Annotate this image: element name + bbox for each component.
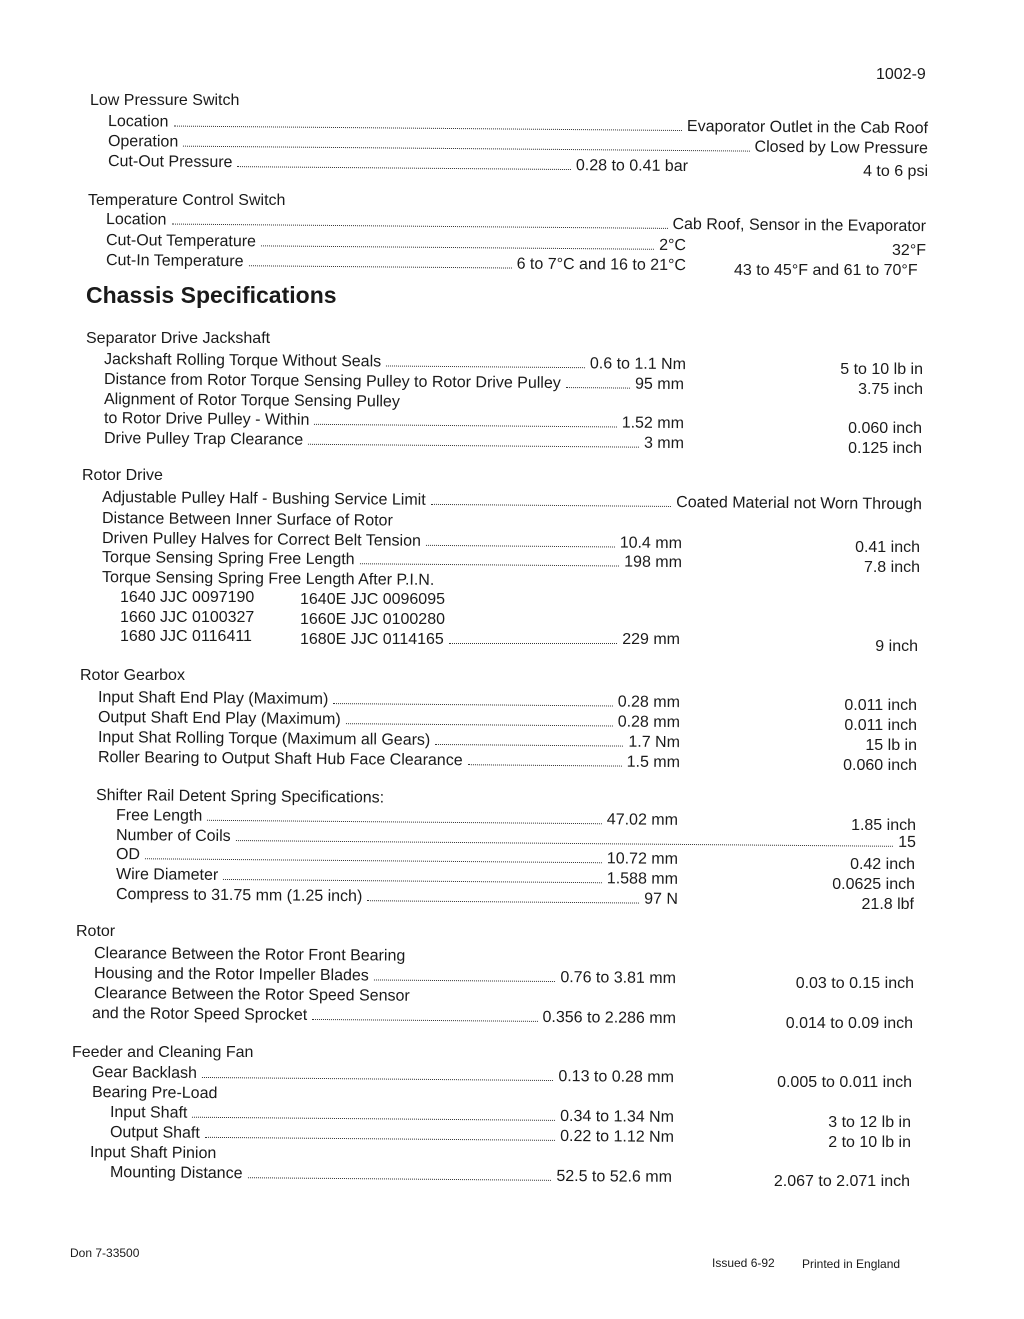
section-title-feeder: Feeder and Cleaning Fan <box>72 1044 254 1061</box>
pin-range: 1660E JJC 0100280 <box>300 611 445 628</box>
spec-label: Clearance Between the Rotor Front Bearing <box>93 945 406 965</box>
imperial-value: 1.85 inch <box>851 817 916 834</box>
spec-value: 1.5 mm <box>626 753 681 772</box>
spec-label: Bearing Pre-Load <box>91 1084 218 1103</box>
imperial-value: 15 lb in <box>865 737 917 754</box>
page-heading: Chassis Specifications <box>86 282 337 308</box>
spec-value: 1.52 mm <box>621 414 685 433</box>
imperial-value: 0.011 inch <box>844 717 917 734</box>
spec-label: Location <box>107 113 169 131</box>
spec-label: Input Shaft End Play (Maximum) <box>97 689 329 709</box>
spec-value: 10.4 mm <box>619 534 683 553</box>
leader-dots <box>247 1164 551 1181</box>
spec-value: 47.02 mm <box>606 811 679 829</box>
spec-row <box>300 630 680 650</box>
section-title-rotor: Rotor <box>76 923 116 940</box>
spec-value: 1.588 mm <box>606 870 679 888</box>
spec-label: Distance Between Inner Surface of Rotor <box>101 510 393 530</box>
leader-dots <box>308 431 639 448</box>
imperial-value: 0.0625 inch <box>832 876 915 893</box>
document-number: Don 7-33500 <box>70 1246 140 1260</box>
spec-label: to Rotor Drive Pulley - Within <box>103 410 310 429</box>
spec-value: 95 mm <box>635 375 685 394</box>
spec-row <box>98 748 680 773</box>
leader-dots <box>173 113 682 131</box>
imperial-value: 0.41 inch <box>855 539 920 556</box>
leader-dots <box>566 374 630 389</box>
spec-value: Closed by Low Pressure <box>754 138 929 158</box>
spec-value: 6 to 7°C and 16 to 21°C <box>516 255 687 275</box>
spec-label: Compress to 31.75 mm (1.25 inch) <box>115 886 363 906</box>
spec-label: Input Shaft <box>109 1104 188 1122</box>
leader-dots <box>333 690 613 706</box>
pin-range: 1640 JJC 0097190 <box>120 589 255 606</box>
spec-label: Jackshaft Rolling Torque Without Seals <box>103 351 382 371</box>
imperial-value: 43 to 45°F and 61 to 70°F <box>734 262 918 279</box>
spec-label: Gear Backlash <box>91 1064 198 1082</box>
spec-value: 0.28 mm <box>617 693 681 712</box>
print-location: Printed in England <box>802 1257 901 1271</box>
imperial-value: 32°F <box>892 242 926 259</box>
spec-label: Adjustable Pulley Half - Bushing Service Limit <box>101 489 426 509</box>
section-title-low-pressure-switch: Low Pressure Switch <box>90 92 240 109</box>
spec-label: Torque Sensing Spring Free Length <box>101 549 355 569</box>
spec-value: 97 N <box>644 890 679 908</box>
leader-dots <box>449 630 617 644</box>
spec-label: Operation <box>107 133 179 151</box>
spec-value: 1.7 Nm <box>628 733 681 752</box>
spec-label: Mounting Distance <box>109 1164 243 1183</box>
leader-dots <box>202 1064 554 1081</box>
spec-value: 3 mm <box>643 434 685 453</box>
spec-value: 2°C <box>659 236 687 255</box>
imperial-value: 21.8 lbf <box>861 896 914 913</box>
imperial-value: 0.060 inch <box>843 757 917 774</box>
spec-value: Cab Roof, Sensor in the Evaporator <box>672 215 927 236</box>
section-title-rotor-gearbox: Rotor Gearbox <box>80 667 185 684</box>
spec-label: Roller Bearing to Output Shaft Hub Face Clearance <box>97 749 463 770</box>
imperial-value: 4 to 6 psi <box>863 163 928 180</box>
leader-dots <box>249 252 512 268</box>
leader-dots <box>360 550 620 566</box>
spec-row <box>110 1163 672 1188</box>
spec-value: Coated Material not Worn Through <box>676 494 923 514</box>
spec-value: 0.28 mm <box>617 713 681 732</box>
imperial-value: 3 to 12 lb in <box>828 1114 911 1131</box>
imperial-value: 5 to 10 lb in <box>840 361 923 378</box>
leader-dots <box>346 710 613 726</box>
spec-label: Alignment of Rotor Torque Sensing Pulley <box>103 391 400 411</box>
spec-label: Cut-Out Pressure <box>107 153 233 172</box>
leader-dots <box>386 352 585 368</box>
imperial-value: 0.005 to 0.011 inch <box>777 1074 912 1091</box>
spec-value: 198 mm <box>624 553 683 572</box>
spec-row <box>92 1004 676 1029</box>
leader-dots <box>468 751 622 766</box>
leader-dots <box>145 845 602 863</box>
leader-dots <box>367 887 639 903</box>
spec-value: Evaporator Outlet in the Cab Roof <box>686 118 929 138</box>
imperial-value: 0.03 to 0.15 inch <box>795 975 914 992</box>
spec-label: Cut-Out Temperature <box>105 232 257 251</box>
spec-label: Input Shat Rolling Torque (Maximum all Gears) <box>97 729 431 749</box>
pin-range: 1680E JJC 0114165 <box>300 631 444 648</box>
spec-row <box>116 885 678 910</box>
imperial-value: 7.8 inch <box>863 559 920 576</box>
imperial-value: 2.067 to 2.071 inch <box>773 1173 910 1190</box>
leader-dots <box>192 1104 555 1121</box>
pin-range: 1640E JJC 0096095 <box>300 591 445 608</box>
pin-range: 1660 JJC 0100327 <box>120 609 255 626</box>
spec-row <box>104 429 684 454</box>
spec-label: Clearance Between the Rotor Speed Sensor <box>93 985 410 1005</box>
imperial-value: 0.060 inch <box>848 420 922 437</box>
leader-dots <box>431 491 672 507</box>
subsection-title: Shifter Rail Detent Spring Specifications: <box>95 787 385 807</box>
imperial-value: 3.75 inch <box>858 381 923 398</box>
spec-label: Wire Diameter <box>115 866 219 884</box>
spec-label: and the Rotor Speed Sprocket <box>91 1005 308 1024</box>
spec-label: Number of Coils <box>115 827 231 846</box>
leader-dots <box>435 731 623 747</box>
leader-dots <box>314 411 616 428</box>
spec-value: 229 mm <box>622 631 680 648</box>
spec-label: Distance from Rotor Torque Sensing Pulley to Rotor Drive Pulley <box>103 371 561 392</box>
spec-row <box>108 152 688 177</box>
page-number: 1002-9 <box>876 66 926 83</box>
spec-value: 0.6 to 1.1 Nm <box>589 355 687 374</box>
spec-label: Input Shaft Pinion <box>89 1144 217 1163</box>
spec-value: 0.13 to 0.28 mm <box>558 1068 675 1087</box>
pin-range: 1680 JJC 0116411 <box>120 628 252 645</box>
imperial-value: 9 inch <box>875 638 918 655</box>
leader-dots <box>237 153 571 170</box>
spec-value: 0.356 to 2.286 mm <box>542 1008 677 1028</box>
spec-label: Output Shaft <box>109 1124 200 1142</box>
leader-dots <box>374 966 556 982</box>
leader-dots <box>223 866 602 883</box>
spec-label: Location <box>105 211 167 229</box>
spec-label: Output Shaft End Play (Maximum) <box>97 709 341 729</box>
spec-value: 0.76 to 3.81 mm <box>560 969 677 988</box>
imperial-value: 0.125 inch <box>848 440 922 457</box>
spec-value: 0.34 to 1.34 Nm <box>560 1107 675 1126</box>
spec-value: 52.5 to 52.6 mm <box>556 1167 673 1186</box>
leader-dots <box>171 211 667 229</box>
spec-label: Housing and the Rotor Impeller Blades <box>93 965 369 985</box>
imperial-value: 2 to 10 lb in <box>828 1134 911 1151</box>
spec-label: Drive Pulley Trap Clearance <box>103 430 304 449</box>
leader-dots <box>207 807 602 824</box>
spec-value: 15 <box>898 833 917 851</box>
spec-value: 0.22 to 1.12 Nm <box>560 1127 675 1146</box>
spec-value: 0.28 to 0.41 bar <box>575 157 689 176</box>
leader-dots <box>261 232 654 249</box>
leader-dots <box>312 1006 537 1022</box>
spec-value: 10.72 mm <box>606 850 679 868</box>
imperial-value: 0.011 inch <box>844 697 917 714</box>
imperial-value: 0.014 to 0.09 inch <box>785 1015 913 1032</box>
spec-label: Driven Pulley Halves for Correct Belt Tension <box>101 530 422 550</box>
spec-label: Torque Sensing Spring Free Length After P.I.N. <box>101 569 435 589</box>
section-title-separator: Separator Drive Jackshaft <box>86 330 271 347</box>
imperial-value: 0.42 inch <box>850 856 915 873</box>
spec-row <box>106 251 686 276</box>
spec-label: Free Length <box>115 807 203 825</box>
section-title-rotor-drive: Rotor Drive <box>82 467 163 484</box>
section-title-temperature-switch: Temperature Control Switch <box>88 192 286 209</box>
leader-dots <box>205 1124 555 1141</box>
leader-dots <box>426 532 615 548</box>
spec-label: Cut-In Temperature <box>105 252 244 271</box>
issue-date: Issued 6-92 <box>712 1256 775 1270</box>
spec-label: OD <box>115 846 141 864</box>
